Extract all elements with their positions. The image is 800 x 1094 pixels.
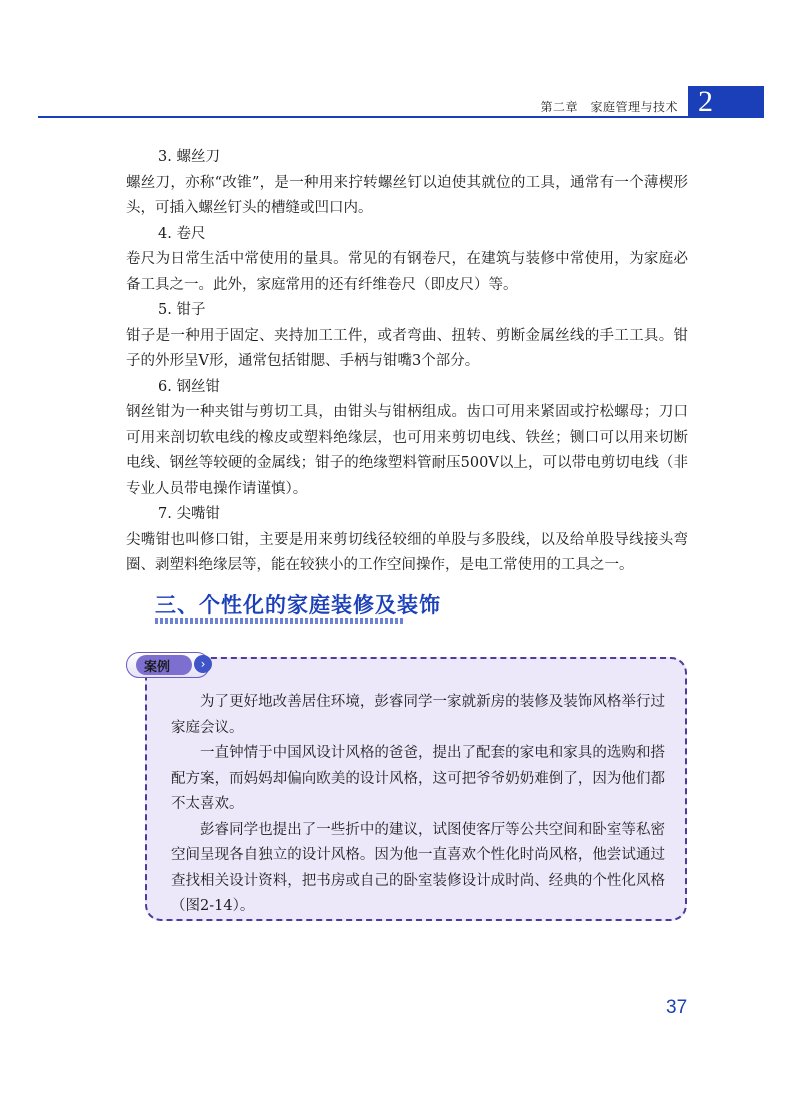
case-content xyxy=(171,690,665,920)
tool-paragraph-pliers: 钳子是一种用于固定、夹持加工工件，或者弯曲、扭转、剪断金属丝线的手工工具。钳子的外形呈V形，通常包括钳腮、手柄与钳嘴3个部分。 xyxy=(126,327,688,369)
tool-heading-pliers: 5. 钳子 xyxy=(158,302,206,318)
section-title: 三、个性化的家庭装修及装饰 xyxy=(155,593,441,617)
tool-paragraph-screwdriver: 螺丝刀，亦称“改锥”，是一种用来拧转螺丝钉以迫使其就位的工具，通常有一个薄楔形头，可插入螺丝钉头的槽缝或凹口内。 xyxy=(126,174,688,216)
tool-paragraph-needle-nose-pliers: 尖嘴钳也叫修口钳，主要是用来剪切线径较细的单股与多股线，以及给单股导线接头弯圈、剥塑料绝缘层等，能在较狭小的工作空间操作，是电工常使用的工具之一。 xyxy=(126,531,688,573)
tool-heading-needle-nose-pliers: 7. 尖嘴钳 xyxy=(158,506,220,522)
case-paragraph: 彭睿同学也提出了一些折中的建议，试图使客厅等公共空间和卧室等私密空间呈现各自独立的设计风格。因为他一直喜欢个性化时尚风格，他尝试通过查找相关设计资料，把书房或自己的卧室装修设计成时尚、经典的个性化风格（图2-14）。 xyxy=(171,821,665,914)
chapter-number-badge: 2 xyxy=(688,86,764,118)
running-title: 第二章 家庭管理与技术 xyxy=(540,100,678,114)
page-number: 37 xyxy=(666,997,688,1018)
header-rule xyxy=(38,116,688,118)
tool-paragraph-tape-measure: 卷尺为日常生活中常使用的量具。常见的有钢卷尺，在建筑与装修中常使用，为家庭必备工具之一。此外，家庭常用的还有纤维卷尺（即皮尺）等。 xyxy=(126,251,688,293)
section-title-underline xyxy=(155,618,405,624)
tools-list xyxy=(126,145,688,579)
tool-heading-wire-pliers: 6. 钢丝钳 xyxy=(158,378,220,395)
chevron-right-icon: › xyxy=(194,655,212,673)
case-label: 案例 xyxy=(144,660,171,675)
tool-heading-screwdriver: 3. 螺丝刀 xyxy=(158,149,220,165)
tool-heading-tape-measure: 4. 卷尺 xyxy=(158,225,206,242)
tool-paragraph-wire-pliers: 钢丝钳为一种夹钳与剪切工具，由钳头与钳柄组成。齿口可用来紧固或拧松螺母；刀口可用来剖切软电线的橡皮或塑料绝缘层，也可用来剪切电线、铁丝；铡口可以用来切断电线、钢丝等较硬的金属线；钳子的绝缘塑料管耐压500V以上，可以带电剪切电线（非专业人员带电操作请谨慎）。 xyxy=(126,404,688,497)
case-paragraph: 为了更好地改善居住环境，彭睿同学一家就新房的装修及装饰风格举行过家庭会议。 xyxy=(171,694,665,736)
case-paragraph: 一直钟情于中国风设计风格的爸爸，提出了配套的家电和家具的选购和搭配方案，而妈妈却偏向欧美的设计风格，这可把爷爷奶奶难倒了，因为他们都不太喜欢。 xyxy=(171,745,665,812)
